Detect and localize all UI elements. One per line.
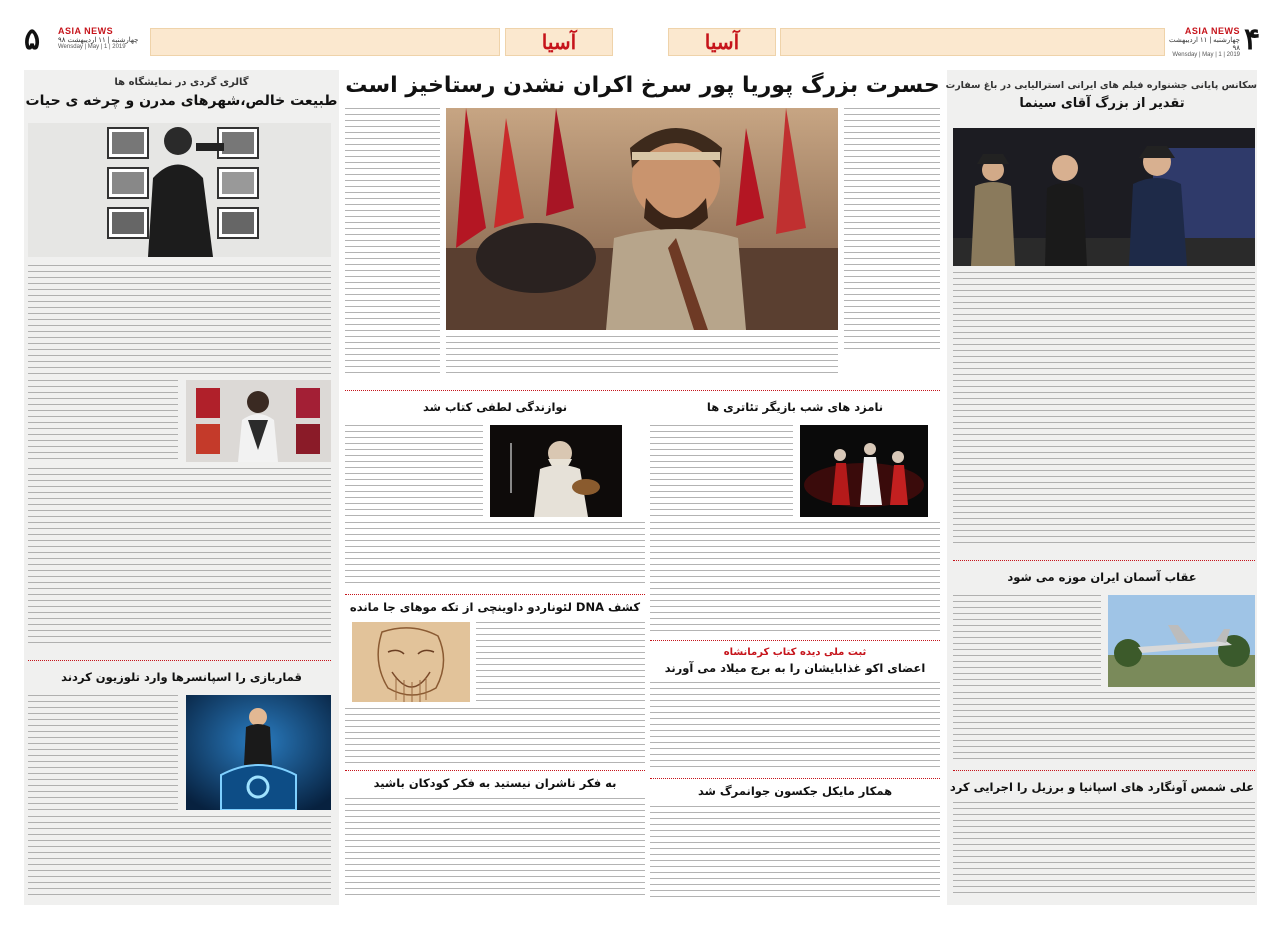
cinema-kicker: سکانس پایانی جشنواره فیلم های ایرانی استرالیایی در باغ سفارت <box>945 80 1257 91</box>
gallery-headline: طبیعت خالص،شهرهای مدرن و چرخه ی حیات <box>25 93 338 109</box>
divider <box>650 778 940 779</box>
dna-body-text-2 <box>345 708 645 763</box>
gallery-body-text-2 <box>28 380 178 462</box>
main-body-text-right <box>844 108 940 353</box>
gallery-photo-artist <box>186 380 331 462</box>
book-photo-musician <box>490 425 622 517</box>
theater-photo <box>800 425 928 517</box>
book-body-text <box>345 425 483 517</box>
gambling-body-text-2 <box>28 816 331 898</box>
publishers-body-text <box>345 798 645 898</box>
main-body-text-bottom <box>446 336 838 378</box>
header <box>0 0 1280 62</box>
divider <box>953 770 1255 771</box>
dna-body-text <box>476 622 645 702</box>
divider <box>345 390 940 391</box>
asia-news-label: ASIA NEWS <box>1184 26 1240 36</box>
divider <box>28 660 331 661</box>
brand-logo-left <box>505 28 613 56</box>
theater-body-text-2 <box>650 522 940 634</box>
shams-headline: علی شمس آونگارد های اسپانیا و برزیل را اجرایی کرد <box>949 780 1255 794</box>
main-body-text-left <box>345 108 440 378</box>
main-photo-actor <box>446 108 838 330</box>
page-number-left: ۵ <box>24 22 41 57</box>
kermanshah-body-text <box>650 682 940 770</box>
brand-text: آسیا <box>704 30 740 54</box>
shams-body-text <box>953 802 1255 898</box>
brand-logo-right <box>668 28 776 56</box>
cinema-photo <box>953 128 1255 266</box>
date-en: Wensday | May | 1 | 2019 <box>58 44 126 50</box>
masthead-meta-left <box>58 26 148 50</box>
museum-body-text-2 <box>953 692 1255 762</box>
date-fa: چهارشنبه | ۱۱ اردیبهشت ۹۸ <box>58 37 139 44</box>
date-fa: چهارشنبه | ۱۱ اردیبهشت ۹۸ <box>1169 37 1240 52</box>
jackson-body-text <box>650 806 940 898</box>
kermanshah-kicker: ثبت ملی دیده کتاب کرمانشاه <box>723 647 867 658</box>
dna-headline: کشف DNA لئوناردو داوینچی از تکه موهای جا مانده <box>349 600 641 614</box>
cinema-headline: تقدیر از بزرگ آقای سینما <box>1019 96 1185 111</box>
publishers-headline: به فکر ناشران نیستید به فکر کودکان باشید <box>373 776 617 790</box>
divider <box>345 770 645 771</box>
gambling-headline: قماربازی را اسپانسرها وارد تلوزیون کردند <box>61 670 302 684</box>
header-bar-left <box>150 28 500 56</box>
date-en: Wensday | May | 1 | 2019 <box>1172 52 1240 58</box>
gallery-kicker: گالری گردی در نمایشگاه ها <box>114 77 249 88</box>
gallery-body-text <box>28 265 331 375</box>
jackson-headline: همکار مایکل جکسون جوانمرگ شد <box>697 784 893 798</box>
gambling-photo <box>186 695 331 810</box>
masthead-meta-right <box>1168 26 1240 58</box>
brand-text: آسیا <box>541 30 577 54</box>
divider <box>650 640 940 641</box>
museum-body-text <box>953 595 1101 687</box>
gallery-body-text-3 <box>28 468 331 648</box>
gambling-body-text <box>28 695 178 810</box>
museum-photo-airplane <box>1108 595 1255 687</box>
gallery-photo-man <box>28 123 331 257</box>
theater-headline: نامزد های شب بازیگر تئاتری ها <box>706 400 884 414</box>
kermanshah-headline: اعضای اکو غذابایشان را به برج میلاد می آورند <box>664 661 926 675</box>
cinema-body-text <box>953 272 1255 547</box>
main-headline: حسرت بزرگ پوریا پور سرخ اکران نشدن رستاخیز است <box>345 73 940 98</box>
book-headline: نوازندگی لطفی کتاب شد <box>422 400 568 414</box>
asia-news-label: ASIA NEWS <box>58 26 114 36</box>
header-bar-right <box>780 28 1165 56</box>
museum-headline: عقاب آسمان ایران موزه می شود <box>1007 570 1197 584</box>
divider <box>345 594 645 595</box>
page-number-right: ۴ <box>1244 22 1261 57</box>
book-body-text-2 <box>345 522 645 584</box>
divider <box>953 560 1255 561</box>
theater-body-text <box>650 425 793 517</box>
dna-photo-davinci <box>352 622 470 702</box>
